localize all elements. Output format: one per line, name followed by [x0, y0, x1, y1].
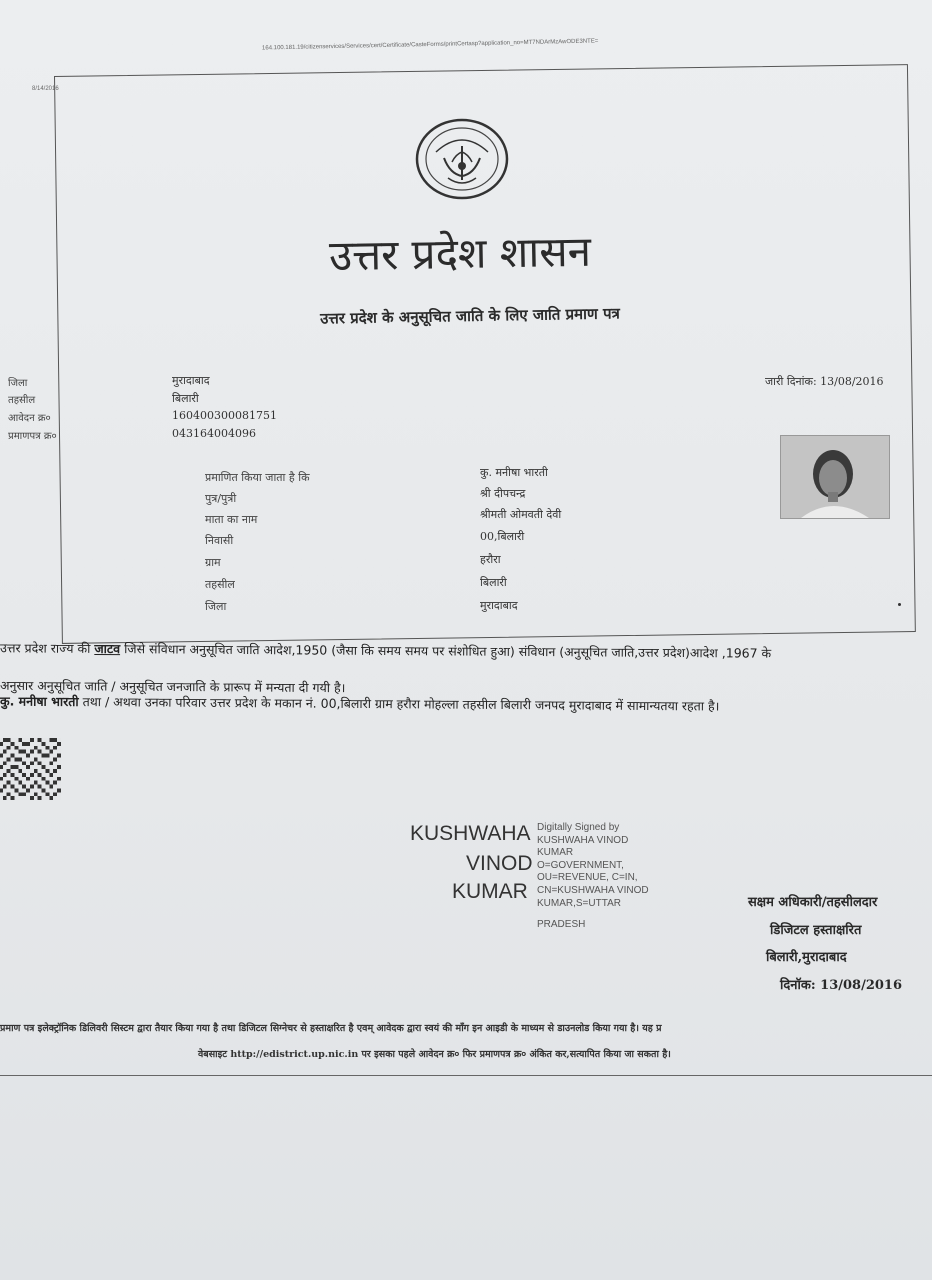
officer-digital-signed: डिजिटल हस्ताक्षरित — [770, 923, 862, 938]
footer-rule — [0, 1075, 932, 1076]
qr-code — [0, 738, 62, 800]
meta-value-certificate-no: 043164004096 — [172, 427, 256, 440]
sig-detail-line: KUMAR,S=UTTAR — [537, 897, 621, 909]
sig-detail-line: OU=REVENUE, C=IN, — [537, 872, 638, 884]
sig-detail-line: O=GOVERNMENT, — [537, 859, 624, 871]
detail-label-district: जिला — [205, 600, 227, 613]
caste-name: जाटव — [94, 640, 121, 657]
applicant-photo — [780, 435, 890, 519]
officer-location: बिलारी,मुरादाबाद — [766, 950, 847, 965]
signer-name-line1: KUSHWAHA — [410, 822, 531, 845]
detail-value-name: कु. मनीषा भारती — [480, 466, 548, 479]
detail-label-tehsil: तहसील — [205, 578, 235, 591]
meta-label-certificate-no: प्रमाणपत्र क्र० — [8, 431, 57, 442]
detail-label-certify: प्रमाणित किया जाता है कि — [205, 471, 310, 484]
meta-value-tehsil: बिलारी — [172, 392, 199, 405]
meta-label-tehsil: तहसील — [8, 395, 36, 406]
footer-note-line2: वेबसाइट http://edistrict.up.nic.in पर इसका पहले आवेदन क्र० फिर प्रमाणपत्र क्र० अंकित कर,सत्यापित किया जा सकता है। — [198, 1049, 671, 1060]
meta-value-district: मुरादाबाद — [172, 374, 210, 387]
signer-name-line3: KUMAR — [452, 880, 528, 903]
detail-label-father: पुत्र/पुत्री — [205, 492, 237, 505]
meta-label-district: जिला — [8, 378, 28, 389]
digital-signature-details — [537, 822, 649, 932]
detail-value-district: मुरादाबाद — [480, 599, 518, 612]
detail-value-resident: 00,बिलारी — [480, 530, 525, 543]
detail-label-resident: निवासी — [205, 534, 234, 547]
caste-paragraph-line1 — [0, 639, 771, 661]
para1-prefix: उत्तर प्रदेश राज्य की — [0, 640, 91, 656]
residence-paragraph — [0, 692, 719, 714]
footer-note-line1: प्रमाण पत्र इलेक्ट्रॉनिक डिलिवरी सिस्टम द्वारा तैयार किया गया है तथा डिजिटल सिग्नेचर से हस्ताक्षरित है एवम् आवेदक द्वारा स्वयं की माँग इन आइडी के माध्यम से डाउनलोड किया गया है। यह प्र — [0, 1023, 662, 1034]
officer-designation: सक्षम अधिकारी/तहसीलदार — [748, 895, 878, 910]
detail-value-mother: श्रीमती ओमवती देवी — [480, 508, 562, 521]
officer-date: दिनॉक: 13/08/2016 — [780, 978, 903, 993]
sig-detail-line: PRADESH — [537, 919, 586, 931]
detail-label-mother: माता का नाम — [205, 513, 258, 526]
issue-date: जारी दिनांक: 13/08/2016 — [765, 375, 884, 388]
sig-detail-line: KUSHWAHA VINOD — [537, 834, 629, 846]
page-title: उत्तर प्रदेश शासन — [328, 226, 592, 281]
detail-value-father: श्री दीपचन्द्र — [480, 487, 526, 500]
sig-detail-line: CN=KUSHWAHA VINOD — [537, 884, 649, 896]
certificate-subtitle: उत्तर प्रदेश के अनुसूचित जाति के लिए जाति प्रमाण पत्र — [320, 304, 620, 328]
para3-name: कु. मनीषा भारती — [0, 693, 79, 710]
para3-rest: तथा / अथवा उनका परिवार उत्तर प्रदेश के मकान नं. 00,बिलारी ग्राम हरौरा मोहल्ला तहसील बिलारी जनपद मुरादाबाद में सामान्यतया रहता है। — [82, 694, 720, 714]
print-date: 8/14/2016 — [32, 86, 59, 92]
stray-dot — [898, 603, 901, 606]
sig-detail-line: Digitally Signed by — [537, 822, 620, 833]
detail-value-village: हरौरा — [480, 553, 501, 566]
meta-label-application-no: आवेदन क्र० — [8, 413, 51, 424]
meta-value-application-no: 160400300081751 — [172, 409, 277, 422]
caste-paragraph-line2: अनुसार अनुसूचित जाति / अनुसूचित जनजाति के प्रारूप में मन्यता दी गयी है। — [0, 677, 346, 696]
print-url: 164.100.181.19/citizenservices/Services/cert/Certificate/CasteForms/printCertasp?application_no=MT7NDArMzAwODE3NTE= — [261, 38, 599, 52]
para1-suffix: जिसे संविधान अनुसूचित जाति आदेश,1950 (जैसा कि समय समय पर संशोधित हुआ) संविधान (अनुसूचित जाति,उत्तर प्रदेश)आदेश ,1967 के — [124, 641, 772, 661]
state-emblem-icon — [414, 118, 510, 200]
detail-label-village: ग्राम — [205, 556, 221, 569]
signer-name-line2: VINOD — [466, 852, 533, 875]
sig-detail-line: KUMAR — [537, 847, 574, 859]
detail-value-tehsil: बिलारी — [480, 576, 507, 589]
